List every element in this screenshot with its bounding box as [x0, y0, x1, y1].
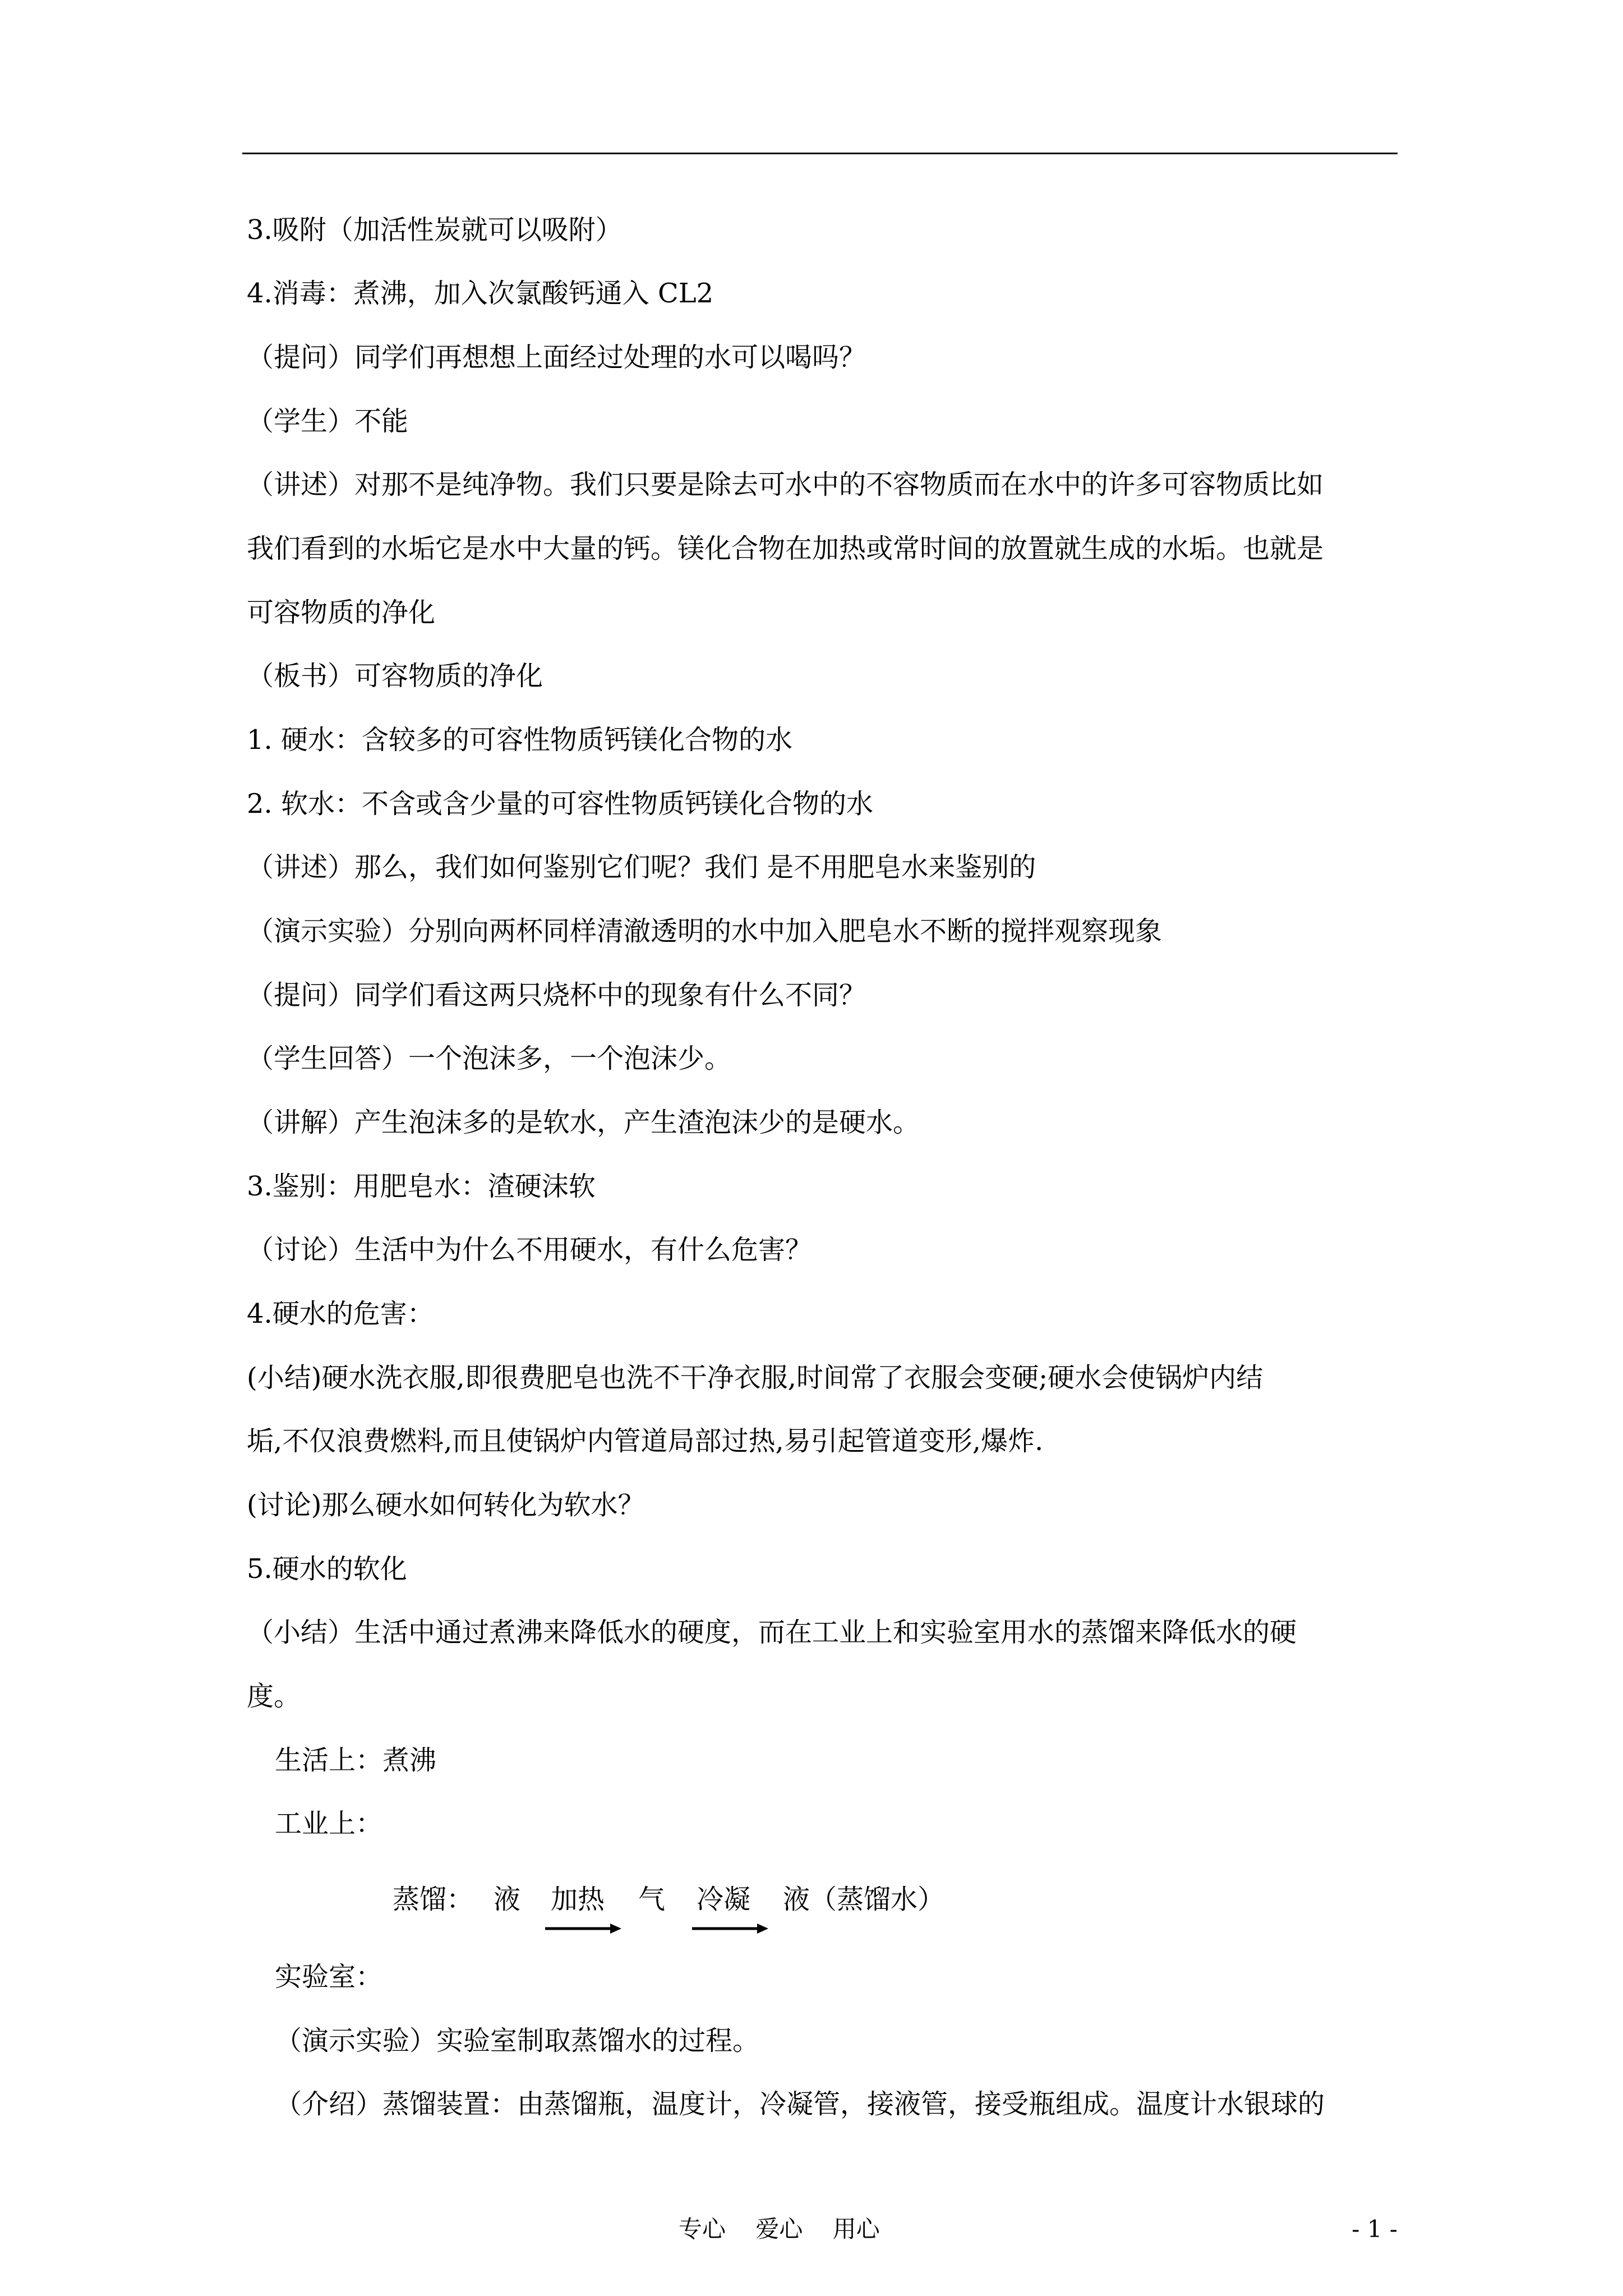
header-rule: [242, 153, 1398, 154]
text-line: 1. 硬水：含较多的可容性物质钙镁化合物的水: [247, 724, 793, 756]
text-line: 可容物质的净化: [247, 597, 436, 628]
text-line: (小结)硬水洗衣服,即很费肥皂也洗不干净衣服,时间常了衣服会变硬;硬水会使锅炉内结: [247, 1362, 1264, 1393]
right-arrow-icon: [544, 1922, 623, 1935]
footer-motto: 专心 爱心 用心: [679, 2215, 880, 2243]
text-line: （提问）同学们再想想上面经过处理的水可以喝吗？: [247, 342, 866, 373]
distillation-label: 蒸馏：: [393, 1884, 474, 1915]
text-line: (讨论)那么硬水如何转化为软水？: [247, 1489, 645, 1521]
condense-term: 冷凝: [697, 1884, 751, 1915]
text-line: 工业上：: [275, 1808, 383, 1839]
gas-term: 气: [638, 1884, 666, 1915]
text-line: （讨论）生活中为什么不用硬水，有什么危害？: [247, 1234, 813, 1266]
text-line: 3.吸附（加活性炭就可以吸附）: [247, 214, 623, 246]
text-line: （小结）生活中通过煮沸来降低水的硬度，而在工业上和实验室用水的蒸馏来降低水的硬: [247, 1617, 1297, 1648]
text-line: （介绍）蒸馏装置：由蒸馏瓶，温度计，冷凝管，接液管，接受瓶组成。温度计水银球的: [275, 2088, 1325, 2120]
heat-term: 加热: [551, 1884, 605, 1915]
text-line: 实验室：: [275, 1961, 383, 1993]
text-line: 生活上：煮沸: [275, 1745, 437, 1776]
product-term: 液（蒸馏水）: [783, 1884, 945, 1915]
liquid-term: 液: [494, 1884, 521, 1915]
right-arrow-icon: [691, 1922, 769, 1935]
text-line: 4.消毒：煮沸，加入次氯酸钙通入 CL2: [247, 278, 714, 309]
text-line: （提问）同学们看这两只烧杯中的现象有什么不同？: [247, 979, 866, 1011]
text-line: 2. 软水：不含或含少量的可容性物质钙镁化合物的水: [247, 788, 874, 820]
text-line: （学生回答）一个泡沫多，一个泡沫少。: [247, 1043, 732, 1074]
text-line: 垢,不仅浪费燃料,而且使锅炉内管道局部过热,易引起管道变形,爆炸.: [247, 1425, 1044, 1457]
text-line: （学生）不能: [247, 406, 409, 437]
text-line: （讲述）对那不是纯净物。我们只要是除去可水中的不容物质而在水中的许多可容物质比如: [247, 469, 1324, 500]
page-number: - 1 -: [1352, 2215, 1398, 2243]
text-line: 我们看到的水垢它是水中大量的钙。镁化合物在加热或常时间的放置就生成的水垢。也就是: [247, 533, 1324, 564]
text-line: 5.硬水的软化: [247, 1553, 407, 1585]
text-line: （演示实验）分别向两杯同样清澈透明的水中加入肥皂水不断的搅拌观察现象: [247, 915, 1163, 947]
text-line: （讲解）产生泡沫多的是软水，产生渣泡沫少的是硬水。: [247, 1107, 920, 1138]
text-line: （演示实验）实验室制取蒸馏水的过程。: [275, 2025, 760, 2056]
text-line: （板书）可容物质的净化: [247, 660, 543, 692]
text-line: 4.硬水的危害：: [247, 1298, 434, 1329]
text-line: 3.鉴别：用肥皂水：渣硬沫软: [247, 1171, 596, 1202]
text-line: 度。: [247, 1681, 301, 1712]
text-line: （讲述）那么，我们如何鉴别它们呢？我们 是不用肥皂水来鉴别的: [247, 852, 1036, 883]
